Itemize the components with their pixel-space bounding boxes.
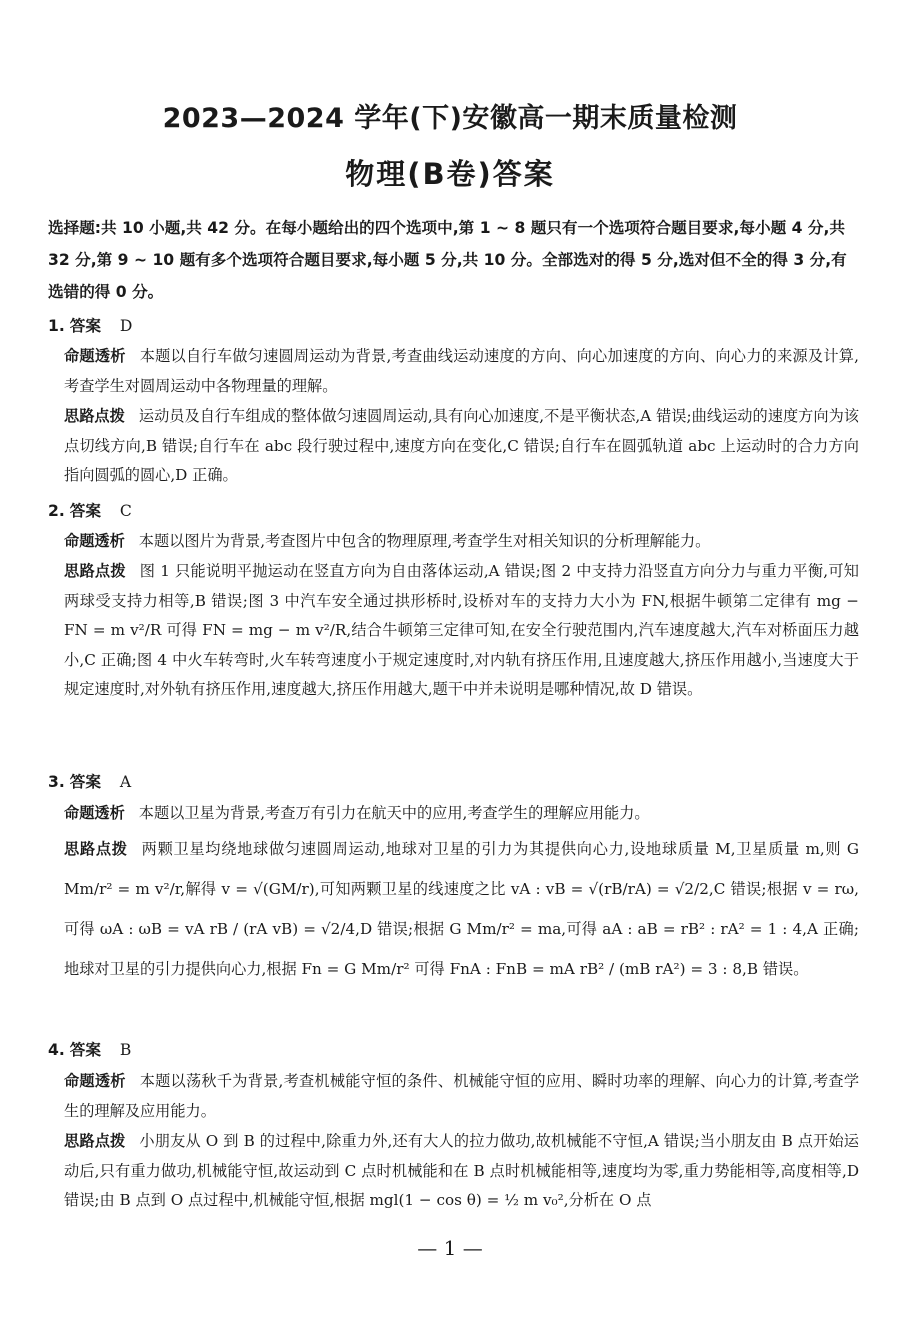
analysis-text: 本题以荡秋千为背景,考查机械能守恒的条件、机械能守恒的应用、瞬时功率的理解、向心力的计算,考查学生的理解及应用能力。	[64, 1072, 860, 1120]
question-3-analysis	[64, 799, 859, 829]
answer-label: 答案	[69, 502, 101, 520]
question-4-hint	[64, 1127, 859, 1216]
answer-label: 答案	[69, 773, 101, 791]
question-number: 3.	[48, 773, 65, 791]
hint-label: 思路点拨	[64, 407, 125, 425]
question-number: 2.	[48, 502, 65, 520]
hint-label: 思路点拨	[64, 562, 126, 580]
question-1-header	[48, 314, 132, 336]
analysis-text: 本题以卫星为背景,考查万有引力在航天中的应用,考查学生的理解应用能力。	[138, 804, 650, 822]
hint-text: 小朋友从 O 到 B 的过程中,除重力外,还有大人的拉力做功,故机械能不守恒,A 错误;当小朋友由 B 点开始运动后,只有重力做功,机械能守恒,故运动到 C 点时机械能和在 B 点时机械能相等,速度均为零,重力势能相等,高度相等,D 错误;由 B 点到 O 点过程中,机械能守恒,根据 mgl(1 − cos θ) = ½ m v₀²,分析在 O 点	[64, 1132, 859, 1209]
hint-text: 两颗卫星均绕地球做匀速圆周运动,地球对卫星的引力为其提供向心力,设地球质量 M,卫星质量 m,则 G Mm/r² = m v²/r,解得 v = √(GM/r),可知两颗卫星的线速度之比 vA : vB = √(rB/rA) = √2/2,C 错误;根据 v = rω,可得 ωA : ωB = vA rB / (rA vB) = √2/4,D 错误;根据 G Mm/r² = ma,可得 aA : aB = rB² : rA² = 1 : 4,A 正确;地球对卫星的引力提供向心力,根据 Fn = G Mm/r² 可得 FnA : FnB = mA rB² / (mB rA²) = 3 : 8,B 错误。	[64, 840, 860, 978]
answer-value: D	[119, 317, 133, 335]
question-4-analysis	[64, 1067, 859, 1126]
page-title: 2023—2024 学年(下)安徽高一期末质量检测	[162, 103, 738, 134]
analysis-text: 本题以自行车做匀速圆周运动为背景,考查曲线运动速度的方向、向心加速度的方向、向心力的来源及计算,考查学生对圆周运动中各物理量的理解。	[64, 347, 860, 395]
hint-text: 运动员及自行车组成的整体做匀速圆周运动,具有向心加速度,不是平衡状态,A 错误;曲线运动的速度方向为该点切线方向,B 错误;自行车在 abc 段行驶过程中,速度方向在变化,C 错误;自行车在圆弧轨道 abc 上运动时的合力方向指向圆弧的圆心,D 正确。	[64, 407, 859, 484]
question-3-hint	[64, 829, 859, 989]
question-2-hint	[64, 557, 859, 705]
question-number: 4.	[48, 1041, 65, 1059]
answer-value: B	[119, 1041, 132, 1059]
question-1-analysis	[64, 342, 859, 401]
question-2-analysis	[64, 527, 859, 557]
hint-label: 思路点拨	[64, 840, 128, 858]
answer-label: 答案	[69, 1041, 101, 1059]
analysis-label: 命题透析	[64, 1072, 126, 1090]
answer-value: A	[119, 773, 132, 791]
analysis-label: 命题透析	[64, 347, 126, 365]
question-4-header	[48, 1038, 131, 1060]
instructions: 选择题:共 10 小题,共 42 分。在每小题给出的四个选项中,第 1 ~ 8 题只有一个选项符合题目要求,每小题 4 分,共 32 分,第 9 ~ 10 题有多个选项符合题目要求,每小题 5 分,共 10 分。全部选对的得 5 分,选对但不全的得 3 分,有选错的得 0 分。	[48, 219, 847, 301]
question-number: 1.	[48, 317, 65, 335]
analysis-label: 命题透析	[64, 804, 125, 822]
question-3-header	[48, 770, 131, 792]
analysis-text: 本题以图片为背景,考查图片中包含的物理原理,考查学生对相关知识的分析理解能力。	[138, 532, 711, 550]
answer-value: C	[119, 502, 132, 520]
question-2-header	[48, 499, 132, 521]
analysis-label: 命题透析	[64, 532, 125, 550]
question-1-hint	[64, 402, 859, 491]
hint-text: 图 1 只能说明平抛运动在竖直方向为自由落体运动,A 错误;图 2 中支持力沿竖直方向分力与重力平衡,可知两球受支持力相等,B 错误;图 3 中汽车安全通过拱形桥时,设桥对车的支持力大小为 FN,根据牛顿第二定律有 mg − FN = m v²/R 可得 FN = mg − m v²/R,结合牛顿第三定律可知,在安全行驶范围内,汽车速度越大,汽车对桥面压力越小,C 正确;图 4 中火车转弯时,火车转弯速度小于规定速度时,对内轨有挤压作用,且速度越大,挤压作用越小,当速度大于规定速度时,对外轨有挤压作用,速度越大,挤压作用越大,题干中并未说明是哪种情况,故 D 错误。	[64, 562, 859, 698]
page-number: — 1 —	[417, 1236, 483, 1260]
hint-label: 思路点拨	[64, 1132, 126, 1150]
page-subtitle: 物理(B卷)答案	[345, 157, 555, 191]
answer-label: 答案	[69, 317, 101, 335]
